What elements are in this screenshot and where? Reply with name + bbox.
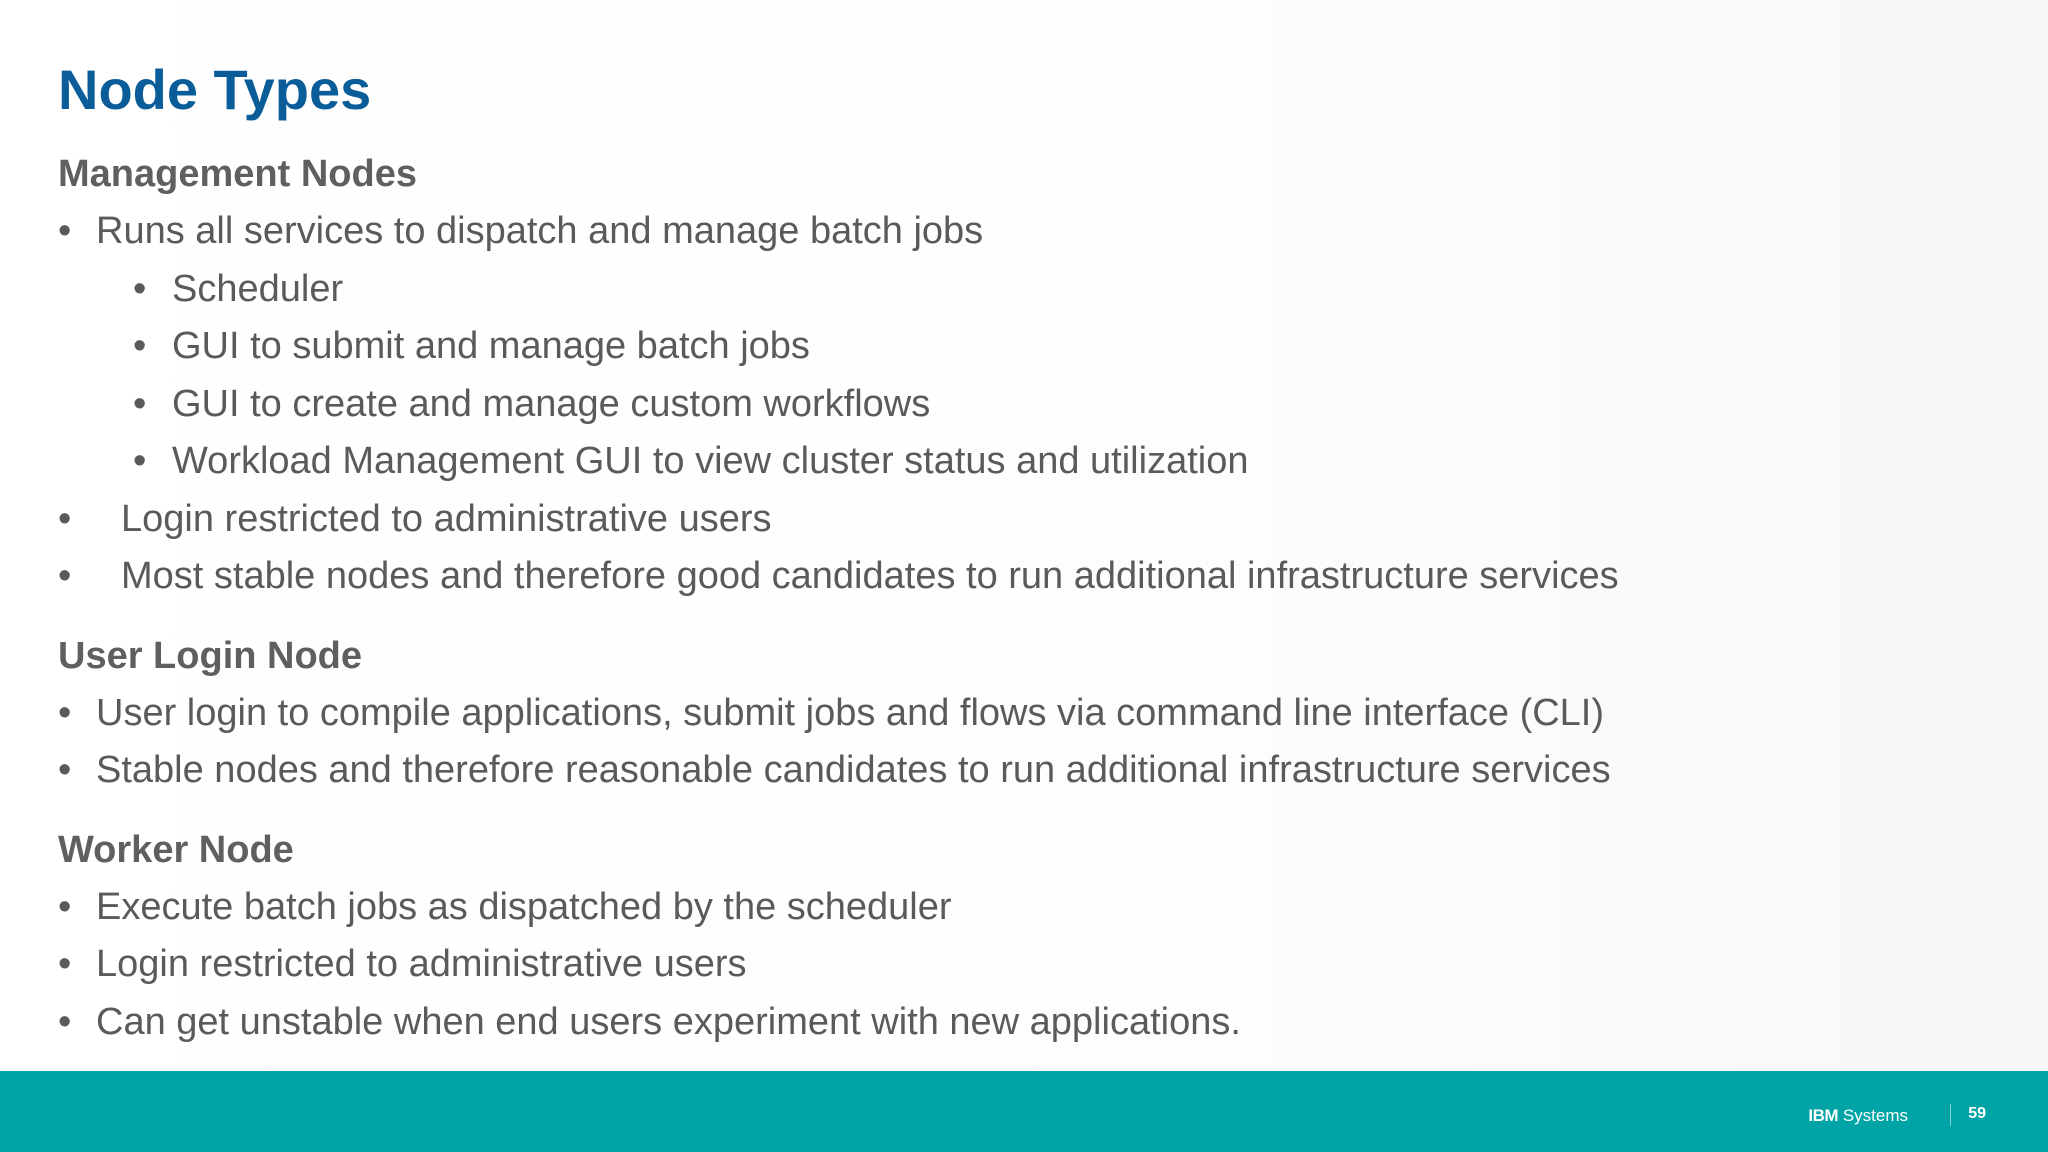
sub-list-item: • Workload Management GUI to view cluster status and utilization — [58, 435, 1928, 493]
section-heading: User Login Node — [58, 634, 363, 677]
list-item: • Execute batch jobs as dispatched by the scheduler — [58, 881, 1928, 939]
bullet-list — [58, 881, 1928, 1054]
list-item: • Can get unstable when end users experiment with new applications. — [58, 996, 1928, 1054]
list-item: • Login restricted to administrative users — [58, 493, 1928, 551]
list-item: • Login restricted to administrative users — [58, 938, 1928, 996]
section-heading: Management Nodes — [58, 153, 417, 195]
bullet-list — [58, 687, 1928, 802]
bullet-list — [58, 205, 1928, 608]
section-user-login-node — [58, 630, 1928, 802]
bullet-icon: • — [58, 691, 72, 734]
sub-list-item: • GUI to submit and manage batch jobs — [58, 320, 1928, 378]
bullet-icon: • — [133, 267, 147, 310]
ibm-systems-logo: IBM Systems — [1808, 1106, 1908, 1125]
bullet-icon: • — [133, 382, 147, 425]
bullet-icon: • — [58, 555, 72, 597]
bullet-icon: • — [58, 497, 72, 540]
section-worker-node — [58, 824, 1928, 1054]
list-item: • Stable nodes and therefore reasonable candidates to run additional infrastructure services — [58, 744, 1928, 802]
footer-divider — [1950, 1104, 1951, 1126]
slide-content — [58, 148, 1928, 1075]
bullet-icon: • — [58, 885, 72, 928]
bullet-icon: • — [58, 943, 72, 985]
page-number: 59 — [1968, 1105, 1986, 1122]
section-management-nodes — [58, 148, 1928, 608]
section-heading: Worker Node — [58, 828, 294, 871]
sub-list-item: • Scheduler — [58, 263, 1928, 321]
bullet-icon: • — [133, 440, 147, 482]
list-item: • Runs all services to dispatch and manage batch jobs — [58, 205, 1928, 263]
slide-title: Node Types — [58, 58, 372, 121]
bullet-icon: • — [133, 325, 147, 367]
bullet-icon: • — [58, 749, 72, 791]
list-item: • Most stable nodes and therefore good candidates to run additional infrastructure services — [58, 550, 1928, 608]
bullet-icon: • — [58, 1000, 72, 1043]
bullet-icon: • — [58, 210, 72, 252]
sub-list-item: • GUI to create and manage custom workflows — [58, 378, 1928, 436]
list-item: • User login to compile applications, submit jobs and flows via command line interface (CLI) — [58, 687, 1928, 745]
footer-bar — [0, 1071, 2048, 1152]
